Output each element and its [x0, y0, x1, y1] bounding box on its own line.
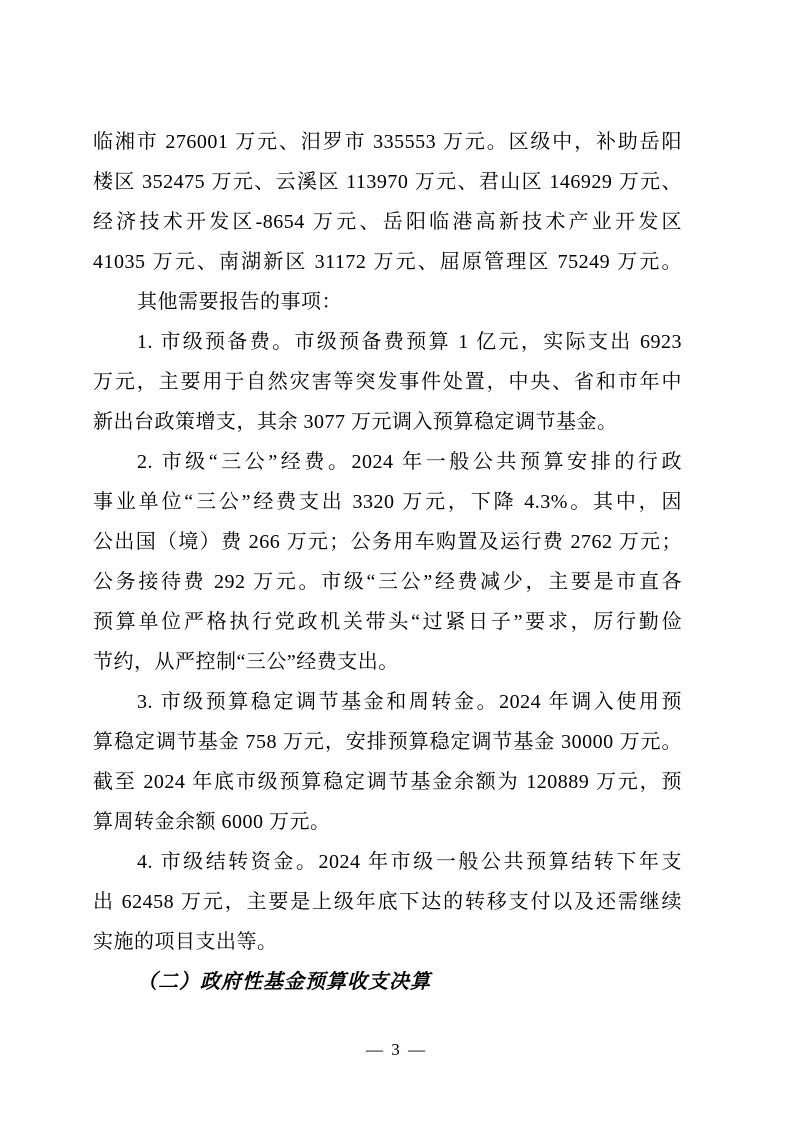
- body-line: 其他需要报告的事项：: [137, 291, 342, 313]
- body-line: 算周转金余额 6000 万元。: [93, 811, 331, 833]
- body-line: 新出台政策增支，其余 3077 万元调入预算稳定调节基金。: [93, 411, 618, 433]
- body-line: 节约，从严控制“三公”经费支出。: [93, 651, 399, 673]
- body-line: 2. 市级“三公”经费。2024 年一般公共预算安排的行政: [137, 451, 682, 473]
- body-line: 41035 万元、南湖新区 31172 万元、屈原管理区 75249 万元。: [93, 251, 682, 273]
- body-line: 公务接待费 292 万元。市级“三公”经费减少，主要是市直各: [93, 571, 682, 593]
- text-content: [93, 122, 682, 1002]
- body-line: 算稳定调节基金 758 万元，安排预算稳定调节基金 30000 万元。: [93, 731, 682, 753]
- body-line: 万元，主要用于自然灾害等突发事件处置，中央、省和市年中: [93, 371, 682, 393]
- body-line: 临湘市 276001 万元、汨罗市 335553 万元。区级中，补助岳阳: [93, 131, 682, 153]
- body-line: 4. 市级结转资金。2024 年市级一般公共预算结转下年支: [137, 851, 682, 873]
- body-line: 事业单位“三公”经费支出 3320 万元，下降 4.3%。其中，因: [93, 491, 682, 513]
- body-line: 实施的项目支出等。: [93, 931, 278, 953]
- body-line: 截至 2024 年底市级预算稳定调节基金余额为 120889 万元，预: [93, 771, 682, 793]
- body-line: 公出国（境）费 266 万元；公务用车购置及运行费 2762 万元；: [93, 531, 682, 553]
- section-heading: （二）政府性基金预算收支决算: [137, 971, 431, 993]
- page-number: — 3 —: [366, 1040, 427, 1059]
- body-line: 预算单位严格执行党政机关带头“过紧日子”要求，厉行勤俭: [93, 611, 682, 633]
- body-line: 出 62458 万元，主要是上级年底下达的转移支付以及还需继续: [93, 891, 682, 913]
- body-line: 经济技术开发区-8654 万元、岳阳临港高新技术产业开发区: [93, 211, 682, 233]
- body-line: 1. 市级预备费。市级预备费预算 1 亿元，实际支出 6923: [137, 331, 682, 353]
- body-line: 楼区 352475 万元、云溪区 113970 万元、君山区 146929 万元、: [93, 171, 682, 193]
- body-line: 3. 市级预算稳定调节基金和周转金。2024 年调入使用预: [137, 691, 682, 713]
